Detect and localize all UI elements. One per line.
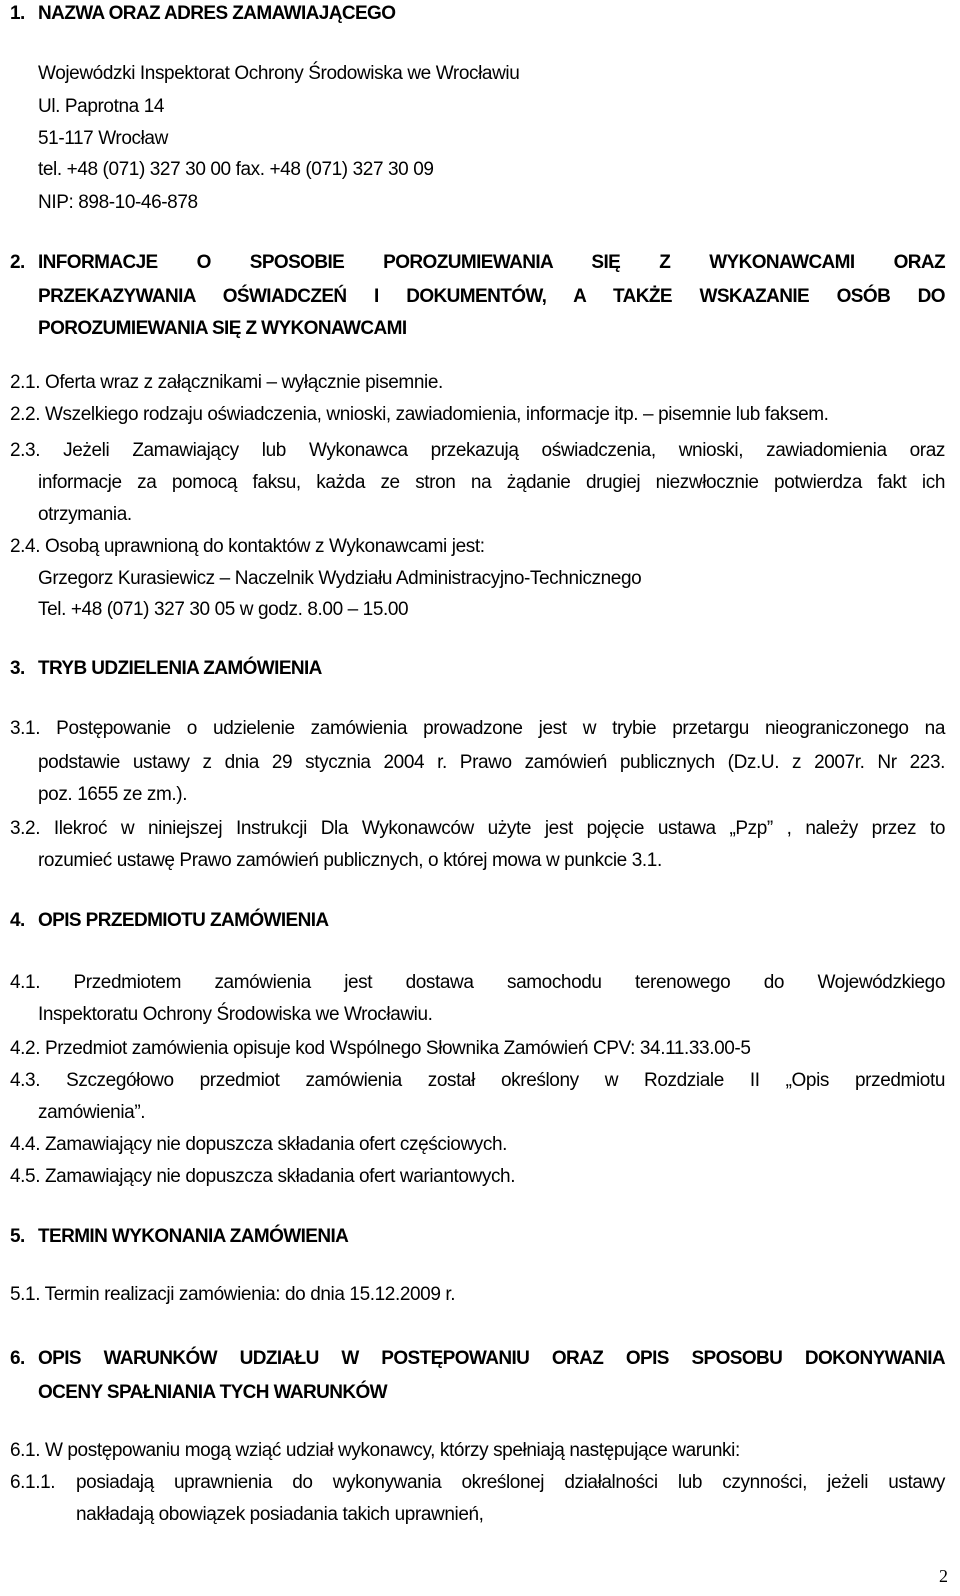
paragraph-4-1-line: Inspektoratu Ochrony Środowiska we Wrocławiu. [38, 1004, 433, 1025]
paragraph-6-1: 6.1. W postępowaniu mogą wziąć udział wykonawcy, którzy spełniają następujące warunki: [10, 1440, 740, 1461]
page-number: 2 [939, 1566, 948, 1586]
paragraph-3-1-line: podstawie ustawy z dnia 29 stycznia 2004 r. Prawo zamówień publicznych (Dz.U. z 2007r. Nr 223. [38, 752, 945, 773]
paragraph-2-3-line: informacje za pomocą faksu, każda ze stron na żądanie drugiej niezwłocznie potwierdza fakt ich [38, 472, 945, 493]
paragraph-5-1: 5.1. Termin realizacji zamówienia: do dnia 15.12.2009 r. [10, 1284, 456, 1305]
section-6-heading-num: 6. [10, 1348, 25, 1369]
address-line: 51-117 Wrocław [38, 128, 168, 149]
paragraph-4-4: 4.4. Zamawiający nie dopuszcza składania ofert częściowych. [10, 1134, 508, 1155]
paragraph-3-2-line: 3.2. Ilekroć w niniejszej Instrukcji Dla Wykonawców użyte jest pojęcie ustawa „Pzp” , należy przez to [10, 818, 945, 839]
section-3-heading: 3. TRYB UDZIELENIA ZAMÓWIENIA [10, 658, 322, 679]
paragraph-2-3-line: otrzymania. [38, 504, 132, 525]
paragraph-4-2: 4.2. Przedmiot zamówienia opisuje kod Wspólnego Słownika Zamówień CPV: 34.11.33.00-5 [10, 1038, 751, 1059]
paragraph-6-1-1-line: nakładają obowiązek posiadania takich uprawnień, [76, 1504, 484, 1525]
paragraph-4-1-line: 4.1. Przedmiotem zamówienia jest dostawa samochodu terenowego do Wojewódzkiego [10, 972, 945, 993]
paragraph-2-2: 2.2. Wszelkiego rodzaju oświadczenia, wnioski, zawiadomienia, informacje itp. – pisemnie lub faksem. [10, 404, 829, 425]
section-2-heading-line: INFORMACJE O SPOSOBIE POROZUMIEWANIA SIĘ Z WYKONAWCAMI ORAZ [38, 252, 945, 273]
contact-person: Grzegorz Kurasiewicz – Naczelnik Wydziału Administracyjno-Technicznego [38, 568, 642, 589]
section-1-heading: 1. NAZWA ORAZ ADRES ZAMAWIAJĄCEGO [10, 3, 396, 24]
section-2-heading-num: 2. [10, 252, 25, 273]
paragraph-4-3-line: 4.3. Szczegółowo przedmiot zamówienia został określony w Rozdziale II „Opis przedmiotu [10, 1070, 945, 1091]
paragraph-4-3-line: zamówienia”. [38, 1102, 146, 1123]
section-6-heading-line: OPIS WARUNKÓW UDZIAŁU W POSTĘPOWANIU ORAZ OPIS SPOSOBU DOKONYWANIA [38, 1348, 945, 1369]
paragraph-6-1-1-num: 6.1.1. [10, 1472, 56, 1493]
contact-phone: Tel. +48 (071) 327 30 05 w godz. 8.00 – 15.00 [38, 599, 409, 620]
paragraph-2-4: 2.4. Osobą uprawnioną do kontaktów z Wykonawcami jest: [10, 536, 485, 557]
address-line: tel. +48 (071) 327 30 00 fax. +48 (071) 327 30 09 [38, 159, 434, 180]
paragraph-3-1-line: 3.1. Postępowanie o udzielenie zamówienia prowadzone jest w trybie przetargu nieograniczonego na [10, 718, 945, 739]
section-5-heading: 5. TERMIN WYKONANIA ZAMÓWIENIA [10, 1226, 349, 1247]
paragraph-4-5: 4.5. Zamawiający nie dopuszcza składania ofert wariantowych. [10, 1166, 516, 1187]
paragraph-2-1: 2.1. Oferta wraz z załącznikami – wyłącznie pisemnie. [10, 372, 443, 393]
paragraph-3-2-line: rozumieć ustawę Prawo zamówień publicznych, o której mowa w punkcie 3.1. [38, 850, 662, 871]
address-line: Wojewódzki Inspektorat Ochrony Środowiska we Wrocławiu [38, 63, 520, 84]
address-line: Ul. Paprotna 14 [38, 96, 165, 117]
paragraph-2-3-line: 2.3. Jeżeli Zamawiający lub Wykonawca przekazują oświadczenia, wnioski, zawiadomienia oraz [10, 440, 945, 461]
address-line: NIP: 898-10-46-878 [38, 192, 198, 213]
paragraph-6-1-1-line: posiadają uprawnienia do wykonywania określonej działalności lub czynności, jeżeli ustawy [76, 1472, 945, 1493]
section-4-heading: 4. OPIS PRZEDMIOTU ZAMÓWIENIA [10, 910, 329, 931]
paragraph-3-1-line: poz. 1655 ze zm.). [38, 784, 188, 805]
section-2-heading-line: PRZEKAZYWANIA OŚWIADCZEŃ I DOKUMENTÓW, A TAKŻE WSKAZANIE OSÓB DO [38, 286, 945, 307]
section-2-heading-line: POROZUMIEWANIA SIĘ Z WYKONAWCAMI [38, 318, 407, 339]
section-6-heading-line: OCENY SPAŁNIANIA TYCH WARUNKÓW [38, 1382, 387, 1403]
